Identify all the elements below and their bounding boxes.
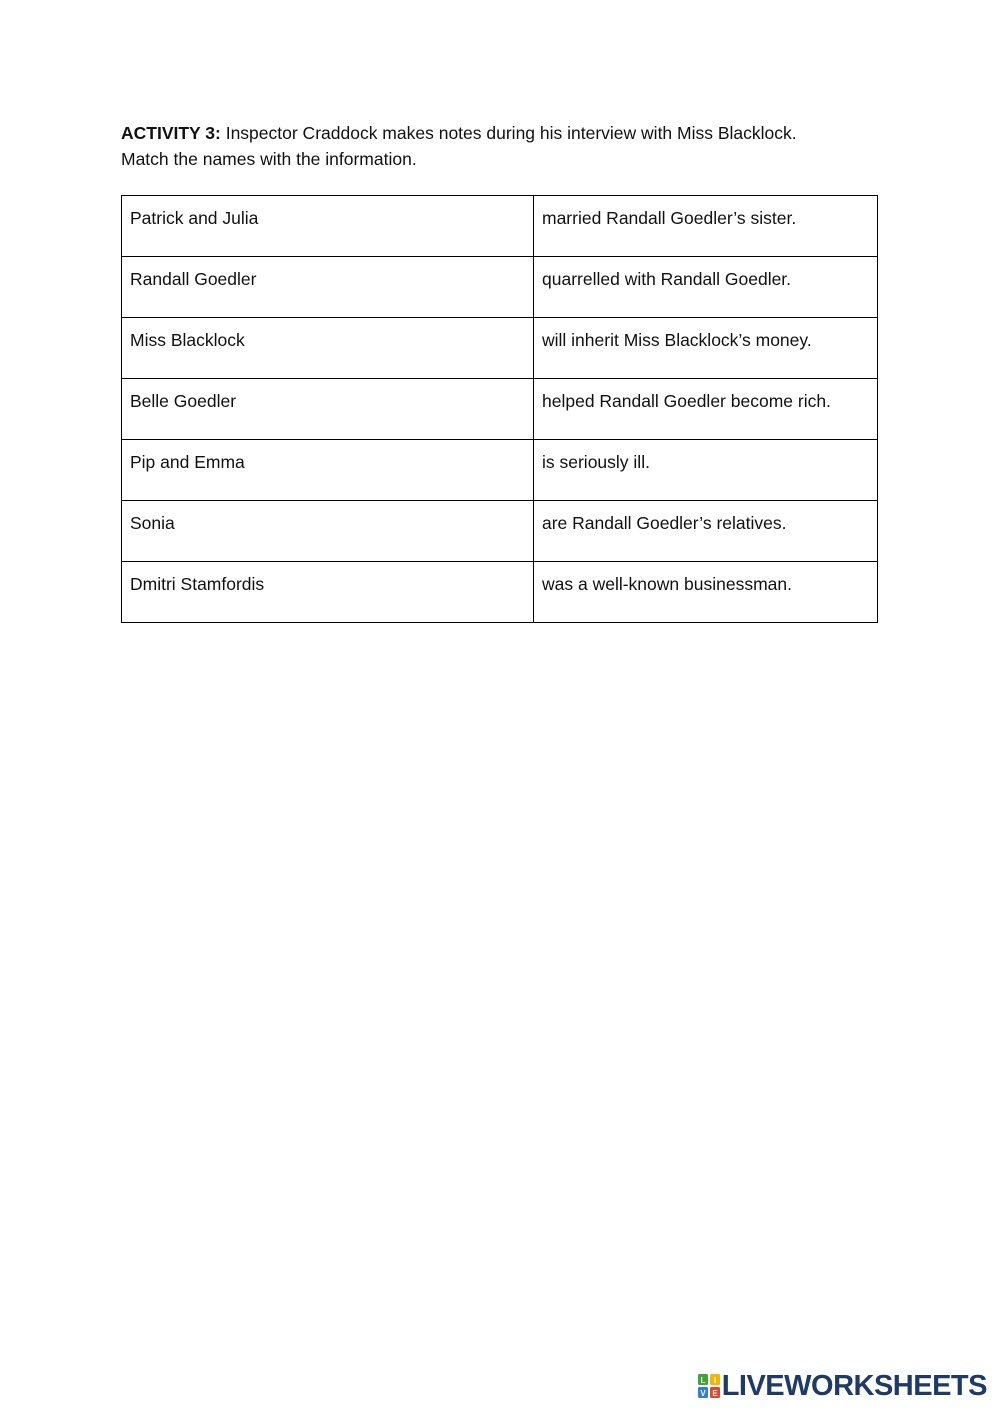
info-cell	[534, 318, 878, 379]
table-row	[122, 196, 878, 257]
name-cell	[122, 501, 534, 562]
info-cell	[534, 501, 878, 562]
info-cell	[534, 257, 878, 318]
info-text: was a well-known businessman.	[542, 574, 792, 594]
name-text: Randall Goedler	[130, 269, 257, 289]
name-cell	[122, 440, 534, 501]
svg-text:V: V	[700, 1389, 706, 1398]
info-cell	[534, 196, 878, 257]
table-row	[122, 379, 878, 440]
svg-text:I: I	[713, 1376, 716, 1385]
info-cell	[534, 379, 878, 440]
info-text: is seriously ill.	[542, 452, 650, 472]
table-row	[122, 440, 878, 501]
svg-text:L: L	[700, 1376, 706, 1385]
info-text: will inherit Miss Blacklock’s money.	[542, 330, 812, 350]
activity-task: Match the names with the information.	[121, 149, 417, 169]
name-text: Belle Goedler	[130, 391, 237, 411]
name-cell	[122, 318, 534, 379]
info-cell	[534, 440, 878, 501]
name-text: Miss Blacklock	[130, 330, 245, 350]
name-cell	[122, 196, 534, 257]
name-text: Patrick and Julia	[130, 208, 259, 228]
name-cell	[122, 379, 534, 440]
name-cell	[122, 257, 534, 318]
table-row	[122, 562, 878, 623]
matching-table	[121, 195, 878, 623]
liveworksheets-logo-icon	[698, 1374, 720, 1398]
table-row	[122, 318, 878, 379]
info-cell	[534, 562, 878, 623]
liveworksheets-brand	[698, 1370, 987, 1402]
name-text: Dmitri Stamfordis	[130, 574, 265, 594]
table-row	[122, 257, 878, 318]
info-text: married Randall Goedler’s sister.	[542, 208, 797, 228]
brand-name: LIVEWORKSHEETS	[721, 1370, 987, 1402]
info-text: are Randall Goedler’s relatives.	[542, 513, 787, 533]
name-text: Pip and Emma	[130, 452, 245, 472]
svg-text:E: E	[712, 1389, 718, 1398]
info-text: helped Randall Goedler become rich.	[542, 391, 831, 411]
info-text: quarrelled with Randall Goedler.	[542, 269, 792, 289]
activity-description: Inspector Craddock makes notes during his interview with Miss Blacklock.	[220, 123, 797, 143]
activity-label: ACTIVITY 3:	[121, 123, 221, 143]
table-row	[122, 501, 878, 562]
activity-instructions	[121, 120, 881, 172]
name-text: Sonia	[130, 513, 175, 533]
name-cell	[122, 562, 534, 623]
